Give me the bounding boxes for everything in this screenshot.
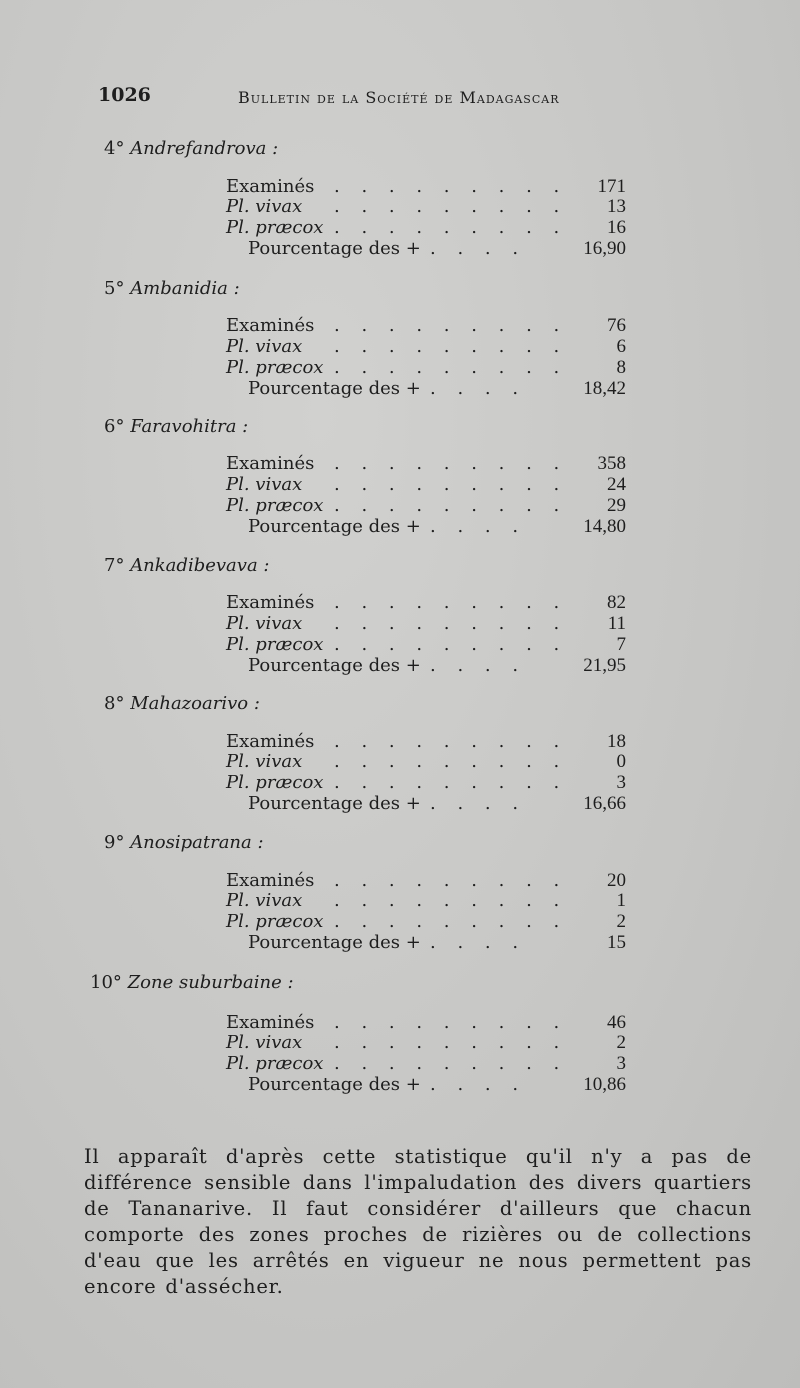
praecox-row [226, 634, 626, 656]
district-heading [90, 972, 294, 993]
vivax-row [226, 474, 626, 496]
district-name: Faravohitra : [130, 416, 249, 437]
leader-dots: . . . . . . . . . [334, 315, 568, 336]
examined-row [226, 731, 626, 753]
district-name: Ambanidia : [130, 278, 240, 299]
row-label: Pl. præcox [226, 217, 324, 238]
row-label: Pl. vivax [226, 196, 303, 217]
row-value: 358 [597, 453, 626, 474]
leader-dots: . . . . . . . . . [334, 751, 568, 772]
row-value: 2 [616, 911, 626, 932]
district-heading [104, 278, 240, 299]
vivax-row [226, 751, 626, 773]
row-label: Pl. vivax [226, 1032, 303, 1053]
district-heading [104, 138, 278, 159]
row-label: Pourcentage des + [248, 1074, 421, 1095]
leader-dots: . . . . . . . . . [334, 474, 568, 495]
examined-row [226, 453, 626, 475]
praecox-row [226, 495, 626, 517]
row-value: 6 [616, 336, 626, 357]
leader-dots: . . . . [430, 1074, 527, 1095]
leader-dots: . . . . . . . . . [334, 592, 568, 613]
row-label: Pl. præcox [226, 1053, 324, 1074]
row-value: 3 [616, 1053, 626, 1074]
row-value: 29 [607, 495, 626, 516]
row-label: Pl. præcox [226, 357, 324, 378]
row-value: 18,42 [583, 378, 626, 399]
leader-dots: . . . . . . . . . [334, 357, 568, 378]
praecox-row [226, 911, 626, 933]
row-label: Examinés [226, 453, 315, 474]
vivax-row [226, 890, 626, 912]
praecox-row [226, 217, 626, 239]
leader-dots: . . . . . . . . . [334, 911, 568, 932]
row-value: 11 [607, 613, 626, 634]
row-value: 16,90 [583, 238, 626, 259]
examined-row [226, 315, 626, 337]
row-value: 10,86 [583, 1074, 626, 1095]
leader-dots: . . . . [430, 238, 527, 259]
examined-row [226, 870, 626, 892]
vivax-row [226, 336, 626, 358]
row-label: Pourcentage des + [248, 793, 421, 814]
row-label: Pl. vivax [226, 613, 303, 634]
leader-dots: . . . . . . . . . [334, 772, 568, 793]
row-label: Examinés [226, 870, 315, 891]
district-name: Zone suburbaine : [127, 972, 294, 993]
praecox-row [226, 1053, 626, 1075]
district-number: 4° [104, 138, 125, 159]
examined-row [226, 176, 626, 198]
row-label: Pourcentage des + [248, 655, 421, 676]
examined-row [226, 592, 626, 614]
leader-dots: . . . . [430, 378, 527, 399]
praecox-row [226, 357, 626, 379]
leader-dots: . . . . . . . . . [334, 1032, 568, 1053]
leader-dots: . . . . [430, 516, 527, 537]
leader-dots: . . . . . . . . . [334, 453, 568, 474]
examined-row [226, 1012, 626, 1034]
district-heading [104, 416, 248, 437]
row-label: Examinés [226, 176, 315, 197]
percentage-row [226, 655, 626, 677]
row-value: 14,80 [583, 516, 626, 537]
row-label: Pl. præcox [226, 634, 324, 655]
running-title: Bulletin de la Société de Madagascar [238, 88, 560, 107]
row-value: 46 [607, 1012, 626, 1033]
district-heading [104, 832, 264, 853]
row-label: Pourcentage des + [248, 378, 421, 399]
vivax-row [226, 1032, 626, 1054]
leader-dots: . . . . . . . . . [334, 196, 568, 217]
percentage-row [226, 516, 626, 538]
district-name: Andrefandrova : [130, 138, 279, 159]
district-number: 5° [104, 278, 125, 299]
percentage-row [226, 1074, 626, 1096]
row-value: 2 [616, 1032, 626, 1053]
row-value: 76 [607, 315, 626, 336]
row-label: Pl. vivax [226, 336, 303, 357]
row-value: 18 [607, 731, 626, 752]
percentage-row [226, 238, 626, 260]
district-name: Mahazoarivo : [130, 693, 260, 714]
percentage-row [226, 932, 626, 954]
row-value: 1 [616, 890, 626, 911]
row-label: Pl. vivax [226, 474, 303, 495]
row-label: Examinés [226, 315, 315, 336]
row-value: 8 [616, 357, 626, 378]
district-number: 6° [104, 416, 125, 437]
leader-dots: . . . . . . . . . [334, 336, 568, 357]
row-label: Pl. vivax [226, 890, 303, 911]
leader-dots: . . . . [430, 793, 527, 814]
row-value: 171 [597, 176, 626, 197]
row-label: Pl. præcox [226, 495, 324, 516]
row-value: 0 [616, 751, 626, 772]
conclusion-paragraph: Il apparaît d'après cette statistique qu'il n'y a pas de différence sensible dans l'impaludation des divers quartiers de Tananarive. Il faut considérer d'ailleurs que chacun comporte des zones proches de rizières ou de collections d'eau que les arrêtés en vigueur ne nous permettent pas encore d'assécher. [84, 1144, 752, 1298]
district-number: 10° [90, 972, 122, 993]
leader-dots: . . . . . . . . . [334, 1053, 568, 1074]
district-number: 9° [104, 832, 125, 853]
leader-dots: . . . . . . . . . [334, 1012, 568, 1033]
leader-dots: . . . . . . . . . [334, 870, 568, 891]
row-label: Examinés [226, 731, 315, 752]
row-label: Pourcentage des + [248, 932, 421, 953]
row-label: Pourcentage des + [248, 516, 421, 537]
leader-dots: . . . . . . . . . [334, 634, 568, 655]
district-name: Ankadibevava : [130, 555, 270, 576]
leader-dots: . . . . [430, 932, 527, 953]
row-label: Pourcentage des + [248, 238, 421, 259]
leader-dots: . . . . . . . . . [334, 495, 568, 516]
leader-dots: . . . . . . . . . [334, 176, 568, 197]
percentage-row [226, 793, 626, 815]
row-value: 20 [607, 870, 626, 891]
leader-dots: . . . . . . . . . [334, 890, 568, 911]
row-value: 16 [607, 217, 626, 238]
vivax-row [226, 196, 626, 218]
row-value: 16,66 [583, 793, 626, 814]
district-heading [104, 555, 269, 576]
row-label: Pl. præcox [226, 772, 324, 793]
row-value: 13 [607, 196, 626, 217]
leader-dots: . . . . [430, 655, 527, 676]
row-value: 15 [607, 932, 626, 953]
row-value: 3 [616, 772, 626, 793]
leader-dots: . . . . . . . . . [334, 613, 568, 634]
percentage-row [226, 378, 626, 400]
row-label: Examinés [226, 1012, 315, 1033]
row-label: Pl. præcox [226, 911, 324, 932]
leader-dots: . . . . . . . . . [334, 731, 568, 752]
district-name: Anosipatrana : [130, 832, 264, 853]
row-value: 24 [607, 474, 626, 495]
row-label: Pl. vivax [226, 751, 303, 772]
row-value: 82 [607, 592, 626, 613]
district-number: 7° [104, 555, 125, 576]
vivax-row [226, 613, 626, 635]
row-label: Examinés [226, 592, 315, 613]
district-number: 8° [104, 693, 125, 714]
page-number: 1026 [98, 84, 151, 106]
row-value: 21,95 [583, 655, 626, 676]
district-heading [104, 693, 260, 714]
leader-dots: . . . . . . . . . [334, 217, 568, 238]
row-value: 7 [616, 634, 626, 655]
praecox-row [226, 772, 626, 794]
